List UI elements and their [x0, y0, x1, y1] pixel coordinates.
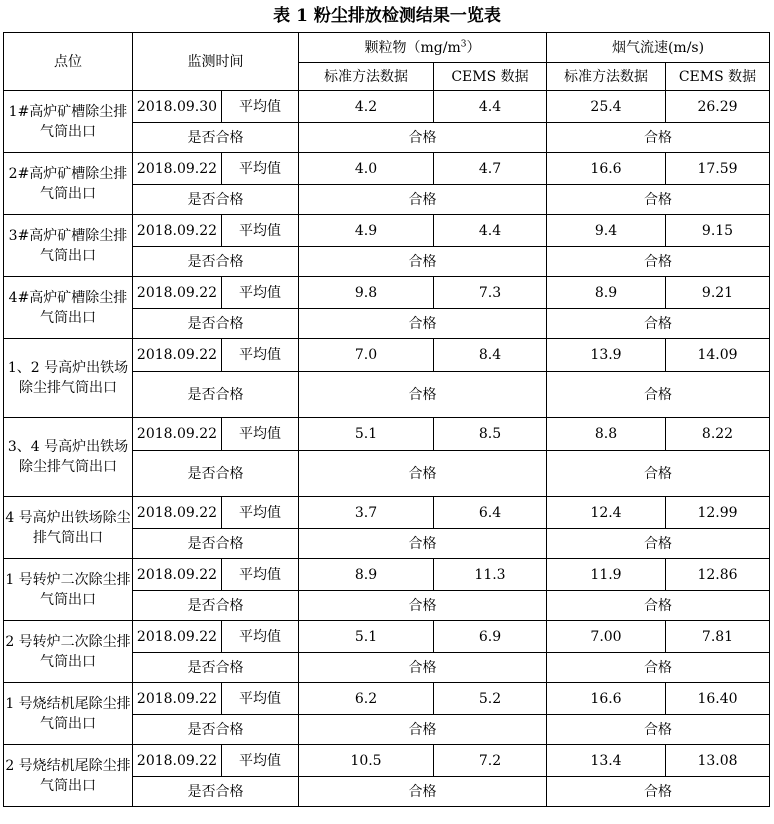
avg-label: 平均值 — [222, 339, 299, 372]
avg-label: 平均值 — [222, 683, 299, 715]
flow-cems-value: 9.15 — [666, 215, 770, 247]
particles-cems-value: 4.7 — [434, 153, 547, 185]
particles-std-value: 4.9 — [299, 215, 434, 247]
particles-cems-value: 7.3 — [434, 277, 547, 309]
particles-cems-value: 6.4 — [434, 497, 547, 529]
dust-emission-table — [3, 32, 770, 807]
pass-question-label: 是否合格 — [133, 529, 299, 559]
avg-label: 平均值 — [222, 215, 299, 247]
date-cell: 2018.09.22 — [133, 339, 222, 372]
header-particles-cems: CEMS 数据 — [434, 63, 547, 91]
avg-label: 平均值 — [222, 277, 299, 309]
particles-pass-status: 合格 — [299, 529, 547, 559]
header-flow: 烟气流速(m/s) — [547, 33, 770, 63]
flow-std-value: 11.9 — [547, 559, 666, 591]
flow-pass-status: 合格 — [547, 123, 770, 153]
site-cell: 1、2 号高炉出铁场除尘排气筒出口 — [4, 339, 133, 418]
flow-pass-status: 合格 — [547, 309, 770, 339]
avg-label: 平均值 — [222, 497, 299, 529]
table-row — [4, 339, 770, 372]
particles-std-value: 5.1 — [299, 621, 434, 653]
avg-label: 平均值 — [222, 418, 299, 451]
particles-std-value: 9.8 — [299, 277, 434, 309]
pass-question-label: 是否合格 — [133, 185, 299, 215]
flow-pass-status: 合格 — [547, 247, 770, 277]
particles-pass-status: 合格 — [299, 451, 547, 497]
table-row — [4, 153, 770, 185]
particles-cems-value: 8.4 — [434, 339, 547, 372]
flow-std-value: 25.4 — [547, 91, 666, 123]
particles-cems-value: 11.3 — [434, 559, 547, 591]
date-cell: 2018.09.30 — [133, 91, 222, 123]
date-cell: 2018.09.22 — [133, 683, 222, 715]
pass-question-label: 是否合格 — [133, 372, 299, 418]
flow-cems-value: 16.40 — [666, 683, 770, 715]
flow-cems-value: 12.86 — [666, 559, 770, 591]
flow-pass-status: 合格 — [547, 185, 770, 215]
site-cell: 2#高炉矿槽除尘排气筒出口 — [4, 153, 133, 215]
particles-cems-value: 5.2 — [434, 683, 547, 715]
site-cell: 3#高炉矿槽除尘排气筒出口 — [4, 215, 133, 277]
particles-pass-status: 合格 — [299, 247, 547, 277]
site-cell: 2 号烧结机尾除尘排气筒出口 — [4, 745, 133, 807]
site-cell: 1#高炉矿槽除尘排气筒出口 — [4, 91, 133, 153]
flow-cems-value: 13.08 — [666, 745, 770, 777]
table-row — [4, 745, 770, 777]
particles-pass-status: 合格 — [299, 185, 547, 215]
site-cell: 1 号烧结机尾除尘排气筒出口 — [4, 683, 133, 745]
flow-pass-status: 合格 — [547, 653, 770, 683]
particles-pass-status: 合格 — [299, 715, 547, 745]
flow-std-value: 13.4 — [547, 745, 666, 777]
header-time: 监测时间 — [133, 33, 299, 91]
flow-cems-value: 17.59 — [666, 153, 770, 185]
header-flow-std: 标准方法数据 — [547, 63, 666, 91]
particles-pass-status: 合格 — [299, 372, 547, 418]
pass-question-label: 是否合格 — [133, 777, 299, 807]
particles-cems-value: 8.5 — [434, 418, 547, 451]
table-row — [4, 418, 770, 451]
avg-label: 平均值 — [222, 153, 299, 185]
date-cell: 2018.09.22 — [133, 559, 222, 591]
particles-cems-value: 7.2 — [434, 745, 547, 777]
table-row — [4, 559, 770, 591]
avg-label: 平均值 — [222, 91, 299, 123]
particles-std-value: 7.0 — [299, 339, 434, 372]
particles-pass-status: 合格 — [299, 777, 547, 807]
date-cell: 2018.09.22 — [133, 153, 222, 185]
particles-std-value: 3.7 — [299, 497, 434, 529]
header-site: 点位 — [4, 33, 133, 91]
table-row — [4, 215, 770, 247]
date-cell: 2018.09.22 — [133, 277, 222, 309]
particles-std-value: 10.5 — [299, 745, 434, 777]
avg-label: 平均值 — [222, 621, 299, 653]
flow-pass-status: 合格 — [547, 529, 770, 559]
pass-question-label: 是否合格 — [133, 653, 299, 683]
flow-pass-status: 合格 — [547, 451, 770, 497]
pass-question-label: 是否合格 — [133, 715, 299, 745]
particles-cems-value: 6.9 — [434, 621, 547, 653]
date-cell: 2018.09.22 — [133, 215, 222, 247]
date-cell: 2018.09.22 — [133, 745, 222, 777]
flow-cems-value: 14.09 — [666, 339, 770, 372]
date-cell: 2018.09.22 — [133, 621, 222, 653]
site-cell: 4 号高炉出铁场除尘排气筒出口 — [4, 497, 133, 559]
pass-question-label: 是否合格 — [133, 123, 299, 153]
flow-cems-value: 12.99 — [666, 497, 770, 529]
particles-std-value: 6.2 — [299, 683, 434, 715]
site-cell: 1 号转炉二次除尘排气筒出口 — [4, 559, 133, 621]
particles-std-value: 8.9 — [299, 559, 434, 591]
pass-question-label: 是否合格 — [133, 591, 299, 621]
table-row — [4, 683, 770, 715]
flow-pass-status: 合格 — [547, 715, 770, 745]
particles-std-value: 4.0 — [299, 153, 434, 185]
flow-cems-value: 8.22 — [666, 418, 770, 451]
site-cell: 2 号转炉二次除尘排气筒出口 — [4, 621, 133, 683]
table-row — [4, 91, 770, 123]
flow-pass-status: 合格 — [547, 372, 770, 418]
flow-std-value: 8.8 — [547, 418, 666, 451]
header-particles: 颗粒物$(mg/m^3)$ — [299, 33, 547, 63]
flow-pass-status: 合格 — [547, 777, 770, 807]
flow-std-value: 9.4 — [547, 215, 666, 247]
table-row — [4, 497, 770, 529]
table-row — [4, 277, 770, 309]
particles-pass-status: 合格 — [299, 653, 547, 683]
site-cell: 4#高炉矿槽除尘排气筒出口 — [4, 277, 133, 339]
particles-pass-status: 合格 — [299, 591, 547, 621]
date-cell: 2018.09.22 — [133, 418, 222, 451]
date-cell: 2018.09.22 — [133, 497, 222, 529]
pass-question-label: 是否合格 — [133, 247, 299, 277]
particles-std-value: 4.2 — [299, 91, 434, 123]
avg-label: 平均值 — [222, 559, 299, 591]
particles-cems-value: 4.4 — [434, 91, 547, 123]
flow-cems-value: 9.21 — [666, 277, 770, 309]
particles-std-value: 5.1 — [299, 418, 434, 451]
table-row — [4, 621, 770, 653]
particles-pass-status: 合格 — [299, 309, 547, 339]
pass-question-label: 是否合格 — [133, 309, 299, 339]
avg-label: 平均值 — [222, 745, 299, 777]
flow-cems-value: 26.29 — [666, 91, 770, 123]
table-title: 表 1 粉尘排放检测结果一览表 — [273, 6, 501, 26]
flow-std-value: 16.6 — [547, 153, 666, 185]
flow-std-value: 7.00 — [547, 621, 666, 653]
flow-std-value: 13.9 — [547, 339, 666, 372]
flow-std-value: 12.4 — [547, 497, 666, 529]
flow-std-value: 16.6 — [547, 683, 666, 715]
flow-std-value: 8.9 — [547, 277, 666, 309]
header-particles-std: 标准方法数据 — [299, 63, 434, 91]
pass-question-label: 是否合格 — [133, 451, 299, 497]
flow-cems-value: 7.81 — [666, 621, 770, 653]
header-flow-cems: CEMS 数据 — [666, 63, 770, 91]
particles-cems-value: 4.4 — [434, 215, 547, 247]
site-cell: 3、4 号高炉出铁场除尘排气筒出口 — [4, 418, 133, 497]
particles-pass-status: 合格 — [299, 123, 547, 153]
flow-pass-status: 合格 — [547, 591, 770, 621]
